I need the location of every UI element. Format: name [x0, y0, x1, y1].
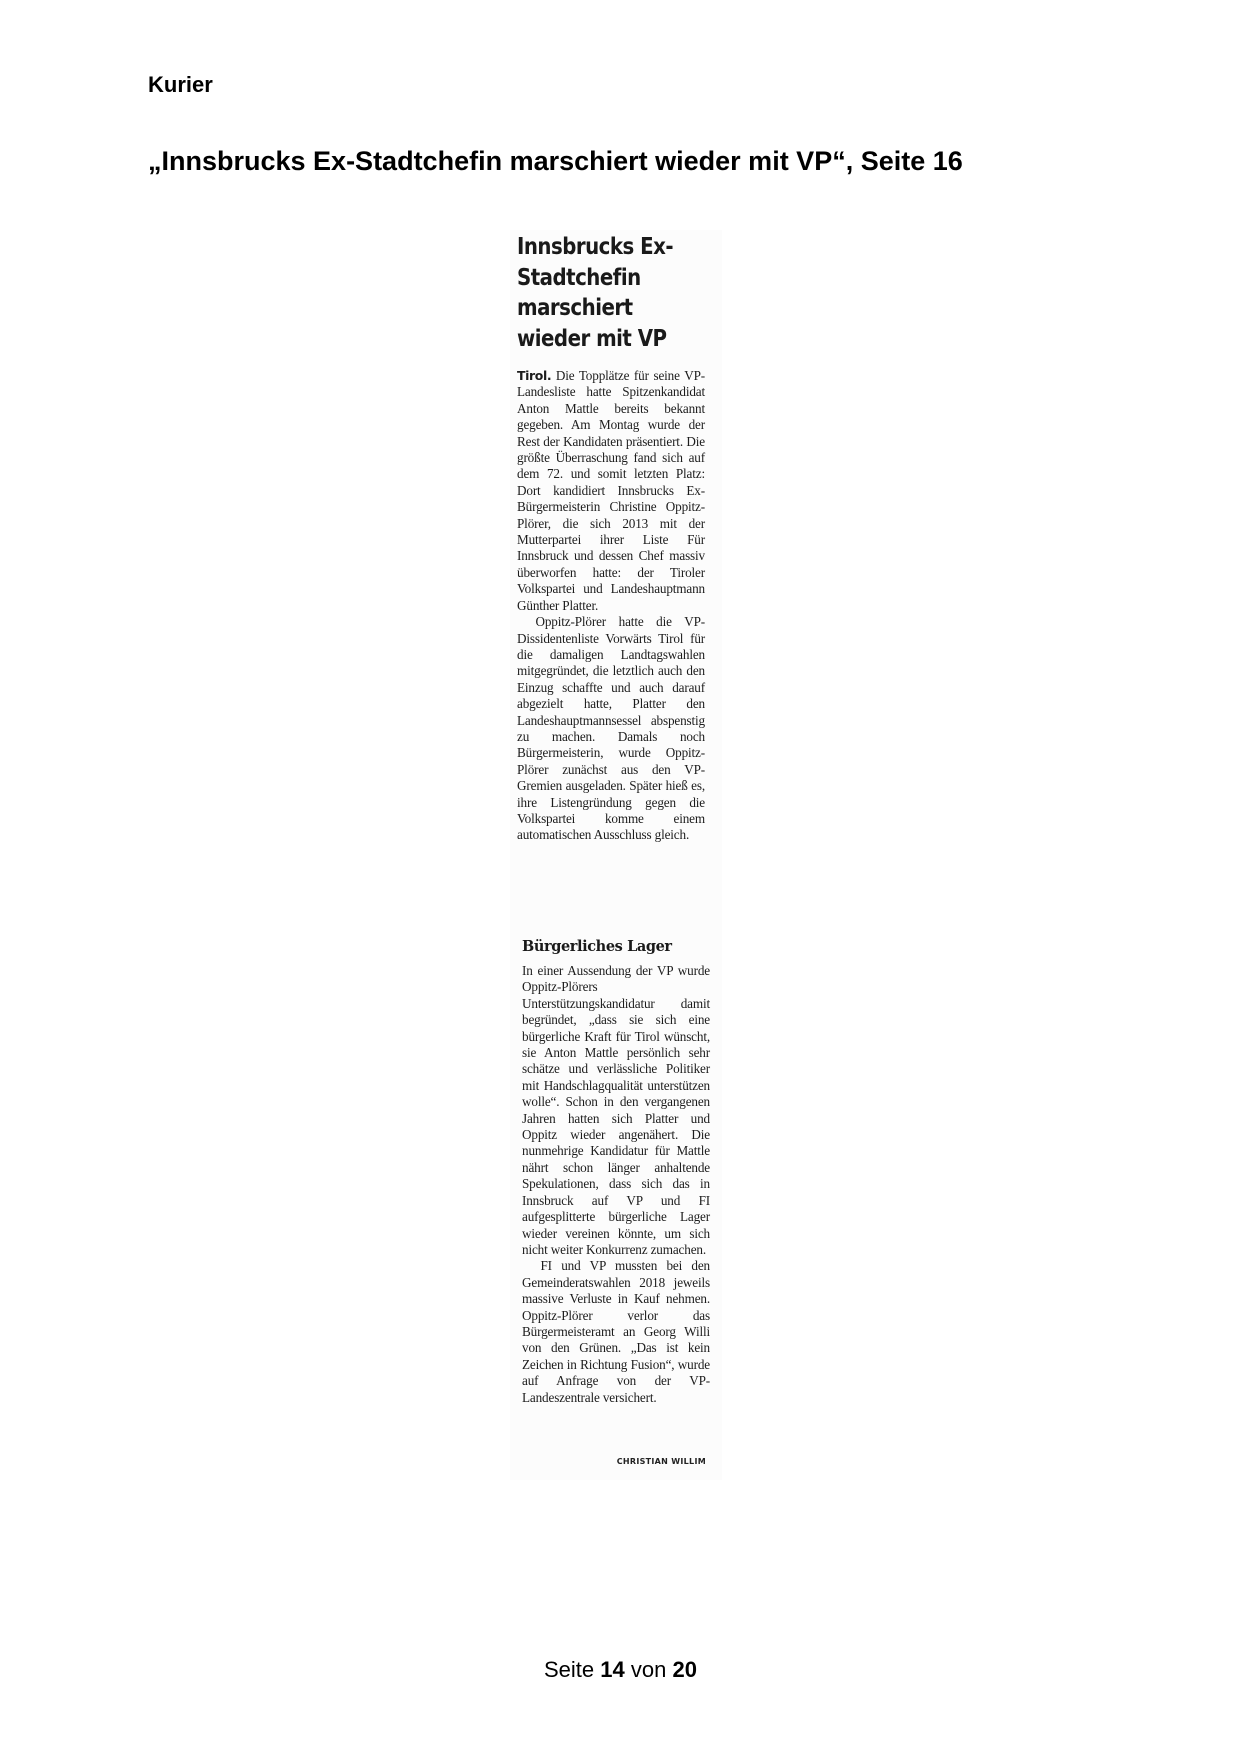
article-paragraph: Oppitz-Plörer hatte die VP-Dissidentenliste Vorwärts Tirol für die damaligen Landtagswahlen mitgegründet, die letztlich auch den Einzug schaffte und auch darauf abgezielt hatte, Platter den Landeshauptmannsessel abspenstig zu machen. Damals noch Bürgermeisterin, wurde Oppitz-Plörer zunächst aus den VP-Gremien ausgeladen. Später hieß es, ihre Listengründung gegen die Volkspartei komme einem automatischen Ausschluss gleich. — [517, 614, 705, 843]
article-paragraph: In einer Aussendung der VP wurde Oppitz-Plörers Unterstützungskandidatur damit begründet, „dass sie sich eine bürgerliche Kraft für Tirol wünscht, sie Anton Mattle persönlich sehr schätze und verlässliche Politiker mit Handschlagqualität unterstützen wolle“. Schon in den vergangenen Jahren hatten sich Platter und Oppitz wieder angenähert. Die nunmehrige Kandidatur für Mattle nährt schon länger anhaltende Spekulationen, dass sich das in Innsbruck auf VP und FI aufgesplitterte bürgerliche Lager wieder vereinen könnte, um sich nicht weiter Konkurrenz zumachen. — [522, 963, 710, 1257]
footer-separator: von — [630, 1657, 667, 1682]
page-footer — [0, 1657, 1241, 1683]
article-paragraph — [517, 368, 705, 614]
article-paragraph: FI und VP mussten bei den Gemeinderatswahlen 2018 jeweils massive Verluste in Kauf nehmen. Oppitz-Plörer verlor das Bürgermeisteramt an Georg Willi von den Grünen. „Das ist kein Zeichen in Richtung Fusion“, wurde auf Anfrage von der VP-Landeszentrale versichert. — [522, 1258, 710, 1405]
source-name: Kurier — [148, 72, 213, 97]
article-subhead: Bürgerliches Lager — [522, 938, 672, 955]
article-author: CHRISTIAN WILLIM — [616, 1457, 706, 1466]
article-headline: Innsbrucks Ex-Stadtchefin marschiert wieder mit VP — [517, 234, 674, 352]
document-title: „Innsbrucks Ex-Stadtchefin marschiert wieder mit VP“, Seite 16 — [148, 146, 963, 176]
footer-total-pages: 20 — [672, 1657, 697, 1682]
article-paragraph-text: Die Topplätze für seine VP-Landesliste hatte Spitzenkandidat Anton Mattle bereits bekannt gegeben. Am Montag wurde der Rest der Kandidaten präsentiert. Die größte Überraschung fand sich auf dem 72. und somit letzten Platz: Dort kandidiert Innsbrucks Ex-Bürgermeisterin Christine Oppitz-Plörer, die sich 2013 mit der Mutterpartei ihrer Liste Für Innsbruck und dessen Chef massiv überworfen hatte: der Tiroler Volkspartei und Landeshauptmann Günther Platter. — [517, 368, 705, 613]
footer-prefix: Seite — [544, 1657, 595, 1682]
footer-current-page: 14 — [600, 1657, 625, 1682]
article-dateline: Tirol. — [517, 368, 552, 383]
article-column-1 — [517, 368, 705, 844]
article-column-2 — [522, 963, 710, 1406]
